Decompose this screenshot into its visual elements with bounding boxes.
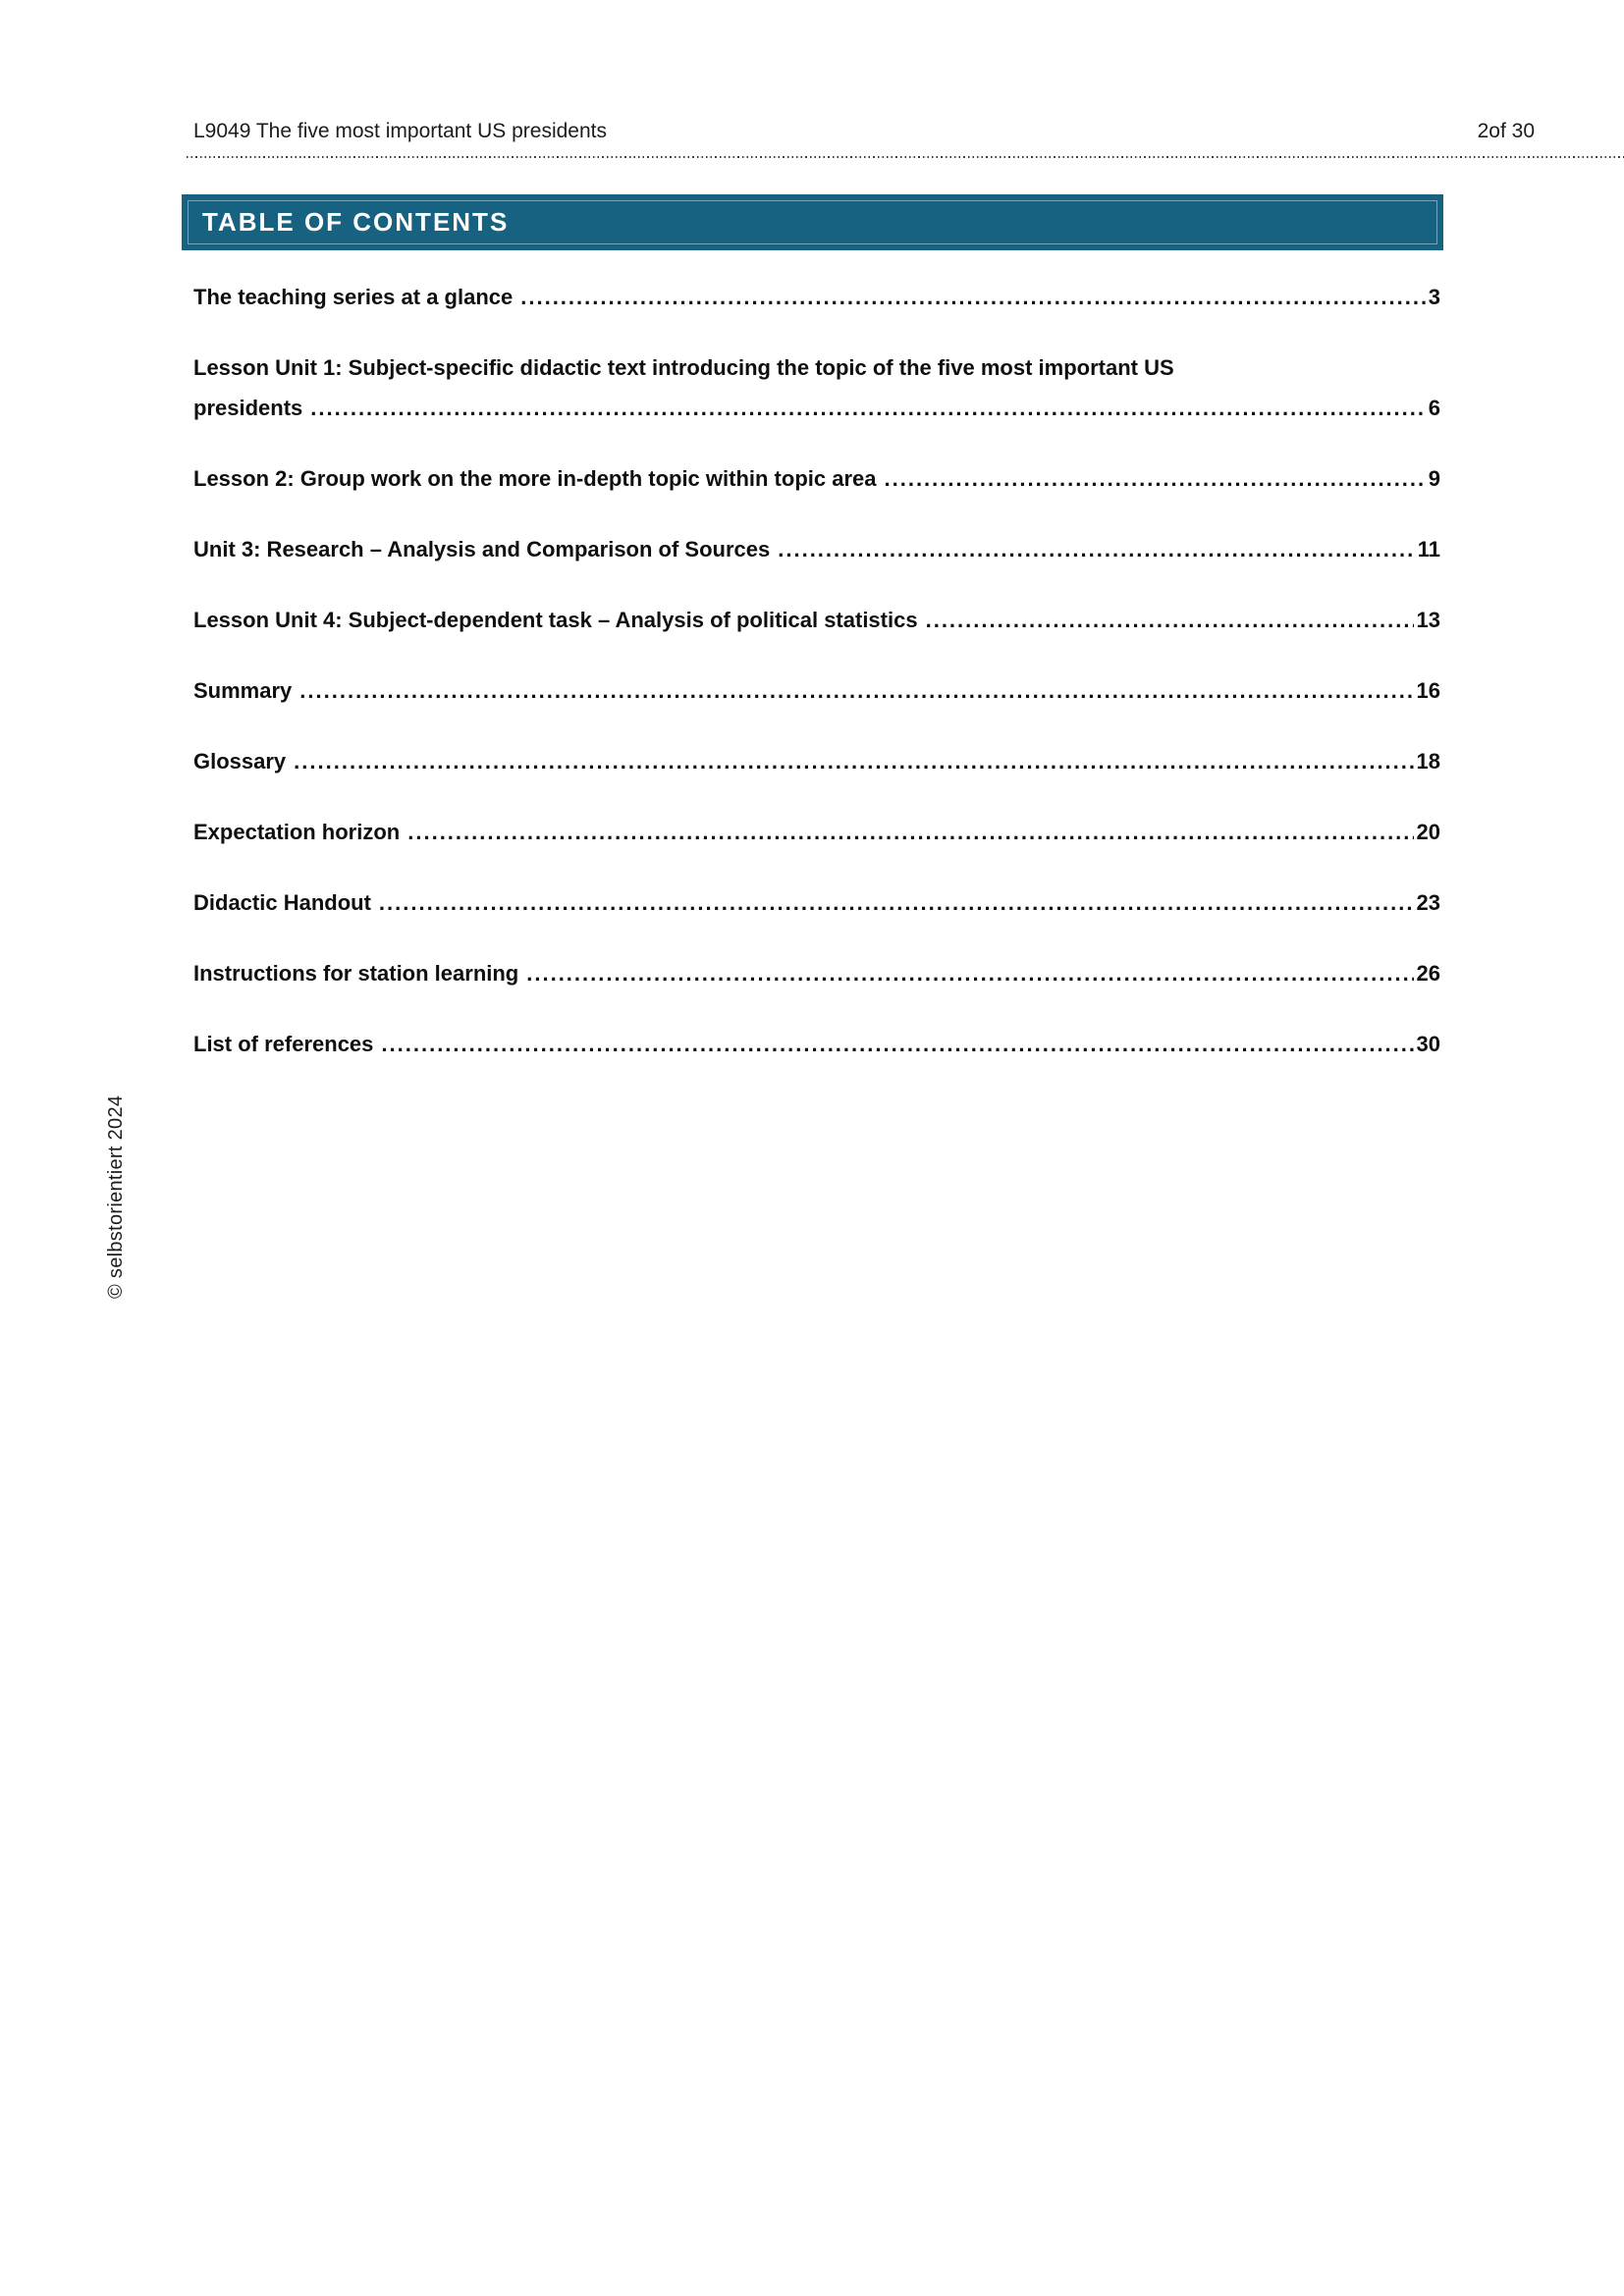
toc-entry-label: Didactic Handout [193,890,371,915]
toc-leader-dots [407,812,1413,852]
toc-entry-label: The teaching series at a glance [193,285,514,309]
toc-entry-label: Lesson Unit 4: Subject-dependent task – Analysis of political statistics [193,608,918,632]
toc-leader-dots [294,741,1413,781]
toc-entry [193,670,1440,711]
page-header [193,120,1535,143]
toc-leader-dots [299,670,1413,711]
toc-entry-label: List of references [193,1032,374,1056]
toc-leader-dots [926,600,1414,640]
toc-entry-page: 9 [1428,466,1440,491]
toc-leader-dots [885,458,1426,499]
toc-entry [193,277,1440,317]
toc-leader-dots [520,277,1426,317]
toc-entry [193,882,1440,923]
toc-entry [193,529,1440,569]
toc-entry-page: 6 [1428,396,1440,420]
toc-entry-label: Summary [193,678,293,703]
toc-banner-title: TABLE OF CONTENTS [202,207,510,237]
toc-entry [193,458,1440,499]
toc-entry-label: Lesson Unit 1: Subject-specific didactic text introducing the topic of the five most important US [193,355,1174,380]
toc-entry-page: 11 [1417,537,1440,561]
toc-entry-page: 18 [1416,749,1440,774]
toc-entry-label-line2: presidents [193,396,303,420]
toc-entry [193,1024,1440,1064]
toc-entry-page: 16 [1416,678,1440,703]
toc-entry-page: 30 [1416,1032,1440,1056]
toc-entry [193,741,1440,781]
toc-entry [193,812,1440,852]
header-page-indicator: 2of 30 [1477,120,1535,142]
toc-entry-page: 13 [1416,608,1440,632]
header-doc-title: L9049 The five most important US presidents [193,120,607,142]
toc-entry-label: Glossary [193,749,287,774]
toc-entry-page: 20 [1416,820,1440,844]
toc-entry-label: Lesson 2: Group work on the more in-depth topic within topic area [193,466,877,491]
toc-entry [193,600,1440,640]
toc-entry-label: Unit 3: Research – Analysis and Comparison of Sources [193,537,771,561]
toc-leader-dots [778,529,1414,569]
copyright-vertical-label: © selbstorientiert 2024 [105,1095,127,1299]
toc-entry [193,953,1440,993]
toc-entry [193,347,1440,428]
toc-entry-page: 26 [1416,961,1440,986]
toc-leader-dots [379,882,1414,923]
toc-entry-page: 23 [1416,890,1440,915]
toc-banner [182,194,1443,250]
toc-entry-label: Instructions for station learning [193,961,519,986]
header-divider-dotted-line [187,156,1624,158]
toc-entry-page: 3 [1428,285,1440,309]
toc-leader-dots [381,1024,1413,1064]
toc-list [193,250,1440,1095]
toc-entry-label: Expectation horizon [193,820,401,844]
toc-leader-dots [526,953,1413,993]
toc-leader-dots [310,388,1425,428]
